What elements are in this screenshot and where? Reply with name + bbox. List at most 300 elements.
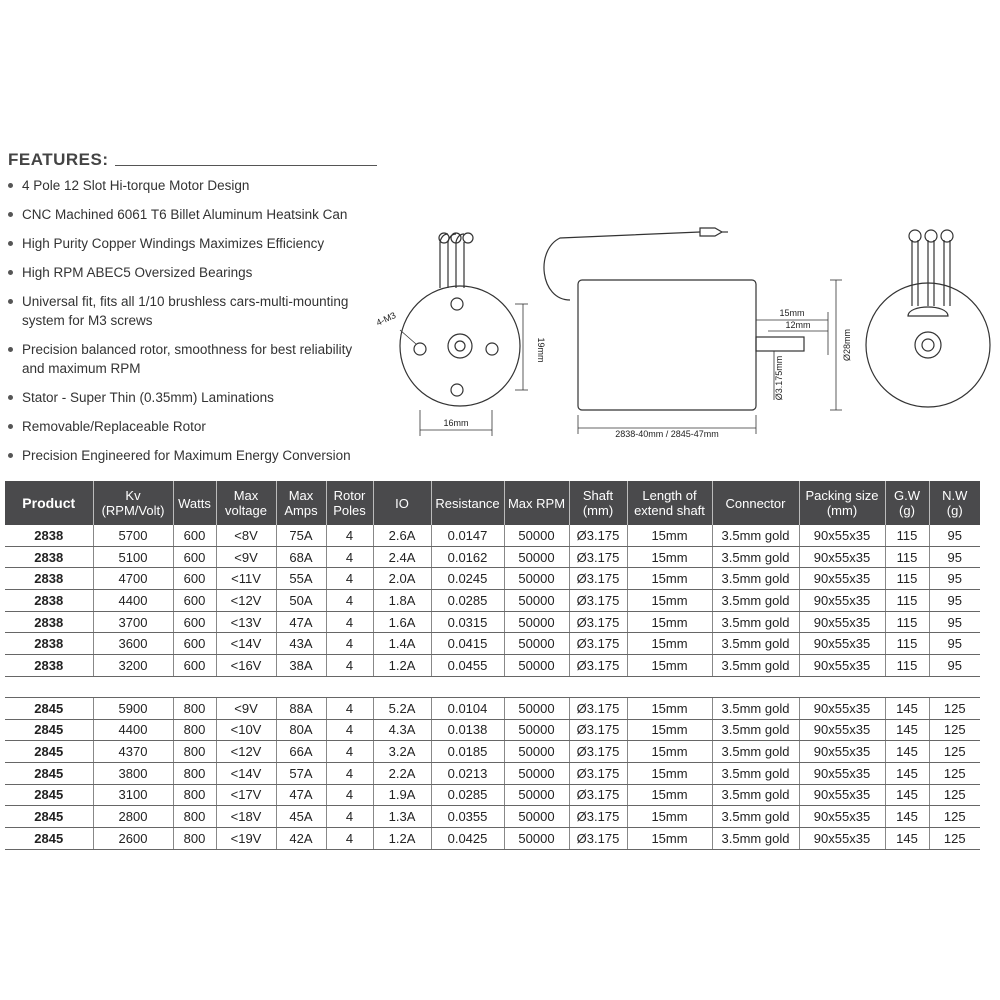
table-cell: 50000 bbox=[504, 762, 569, 784]
table-row bbox=[5, 741, 980, 763]
table-cell: <14V bbox=[216, 762, 276, 784]
table-cell: 50000 bbox=[504, 633, 569, 655]
table-cell: 115 bbox=[885, 655, 929, 677]
feature-item bbox=[8, 176, 368, 195]
table-cell: 1.9A bbox=[373, 784, 431, 806]
table-cell: 2838 bbox=[5, 568, 93, 590]
table-cell: 4400 bbox=[93, 590, 173, 612]
table-cell: 4 bbox=[326, 719, 373, 741]
table-cell: 115 bbox=[885, 590, 929, 612]
features-section bbox=[8, 150, 368, 475]
table-cell: 95 bbox=[929, 525, 980, 546]
table-cell: 115 bbox=[885, 568, 929, 590]
table-cell: 3.5mm gold bbox=[712, 633, 799, 655]
table-cell: 3200 bbox=[93, 655, 173, 677]
table-cell: Ø3.175 bbox=[569, 633, 627, 655]
table-cell: Ø3.175 bbox=[569, 590, 627, 612]
group-spacer-row bbox=[5, 676, 980, 697]
column-header bbox=[929, 481, 980, 525]
table-cell: 145 bbox=[885, 827, 929, 849]
table-cell: 3.5mm gold bbox=[712, 525, 799, 546]
table-cell: 90x55x35 bbox=[799, 655, 885, 677]
shaft-diameter-label: Ø3.175mm bbox=[774, 355, 784, 401]
table-cell: 15mm bbox=[627, 762, 712, 784]
table-cell: Ø3.175 bbox=[569, 827, 627, 849]
table-cell: 0.0285 bbox=[431, 590, 504, 612]
feature-item bbox=[8, 292, 368, 330]
table-cell: 0.0245 bbox=[431, 568, 504, 590]
table-cell: 90x55x35 bbox=[799, 697, 885, 719]
table-cell: <17V bbox=[216, 784, 276, 806]
table-cell: 3.5mm gold bbox=[712, 827, 799, 849]
diameter-label: Ø28mm bbox=[842, 328, 852, 362]
table-row bbox=[5, 762, 980, 784]
screw-label: 4-M3 bbox=[374, 310, 398, 328]
table-cell: <14V bbox=[216, 633, 276, 655]
column-header bbox=[431, 481, 504, 525]
feature-item bbox=[8, 340, 368, 378]
column-header-text: Max bbox=[288, 488, 314, 503]
table-cell: 15mm bbox=[627, 525, 712, 546]
column-header bbox=[799, 481, 885, 525]
table-cell: 4 bbox=[326, 697, 373, 719]
column-header-text: (RPM/Volt) bbox=[101, 503, 165, 518]
table-cell: 600 bbox=[173, 611, 216, 633]
column-header bbox=[373, 481, 431, 525]
column-header-text: (mm) bbox=[582, 503, 614, 518]
table-cell: 45A bbox=[276, 806, 326, 828]
column-header bbox=[326, 481, 373, 525]
table-cell: 50000 bbox=[504, 741, 569, 763]
table-cell: 2845 bbox=[5, 697, 93, 719]
column-header-text: extend shaft bbox=[634, 503, 705, 518]
table-cell: 800 bbox=[173, 741, 216, 763]
table-cell: 125 bbox=[929, 762, 980, 784]
column-header-text: Amps bbox=[284, 503, 318, 518]
table-cell: 50000 bbox=[504, 590, 569, 612]
width-dimension-label: 16mm bbox=[443, 418, 469, 428]
feature-item bbox=[8, 263, 368, 282]
table-cell: 90x55x35 bbox=[799, 827, 885, 849]
table-cell: Ø3.175 bbox=[569, 741, 627, 763]
table-cell: 90x55x35 bbox=[799, 611, 885, 633]
table-cell: 2845 bbox=[5, 762, 93, 784]
table-cell: 2838 bbox=[5, 611, 93, 633]
column-header-text: voltage bbox=[225, 503, 267, 518]
table-cell: 50000 bbox=[504, 784, 569, 806]
table-cell: 3700 bbox=[93, 611, 173, 633]
table-cell: 125 bbox=[929, 784, 980, 806]
table-cell: 145 bbox=[885, 719, 929, 741]
table-cell: 66A bbox=[276, 741, 326, 763]
table-cell: 0.0415 bbox=[431, 633, 504, 655]
column-header-text: Poles bbox=[333, 503, 366, 518]
table-cell: 800 bbox=[173, 784, 216, 806]
table-cell: 3.5mm gold bbox=[712, 762, 799, 784]
table-cell: 50000 bbox=[504, 697, 569, 719]
table-cell: 38A bbox=[276, 655, 326, 677]
table-cell: 57A bbox=[276, 762, 326, 784]
table-cell: 145 bbox=[885, 697, 929, 719]
motor-length-label: 2838-40mm / 2845-47mm bbox=[615, 429, 719, 439]
shaft-length-label: 15mm bbox=[779, 308, 805, 318]
table-cell: 2838 bbox=[5, 655, 93, 677]
column-header bbox=[173, 481, 216, 525]
table-cell: 2.2A bbox=[373, 762, 431, 784]
table-cell: 50A bbox=[276, 590, 326, 612]
column-header bbox=[712, 481, 799, 525]
table-cell: 3.5mm gold bbox=[712, 655, 799, 677]
table-cell: 600 bbox=[173, 590, 216, 612]
table-cell: 600 bbox=[173, 633, 216, 655]
table-cell: <8V bbox=[216, 525, 276, 546]
table-row bbox=[5, 546, 980, 568]
column-header-text: IO bbox=[395, 495, 409, 511]
features-title-rule bbox=[115, 165, 377, 166]
column-header-text: Resistance bbox=[435, 495, 500, 511]
table-cell: 145 bbox=[885, 806, 929, 828]
column-header-text: N.W bbox=[942, 488, 968, 503]
table-cell: 125 bbox=[929, 827, 980, 849]
column-header bbox=[276, 481, 326, 525]
table-cell: 4 bbox=[326, 633, 373, 655]
shaft-extension-label: 12mm bbox=[785, 320, 811, 330]
feature-item bbox=[8, 446, 368, 465]
table-cell: 95 bbox=[929, 568, 980, 590]
table-cell: 600 bbox=[173, 525, 216, 546]
spec-table bbox=[5, 481, 980, 850]
table-cell: 4 bbox=[326, 741, 373, 763]
table-cell: 4 bbox=[326, 590, 373, 612]
table-row bbox=[5, 633, 980, 655]
table-cell: 2838 bbox=[5, 546, 93, 568]
table-cell: 4 bbox=[326, 546, 373, 568]
features-heading bbox=[8, 150, 368, 170]
column-header-text: Shaft bbox=[582, 488, 614, 503]
rear-view-drawing bbox=[866, 230, 990, 407]
table-cell: 4370 bbox=[93, 741, 173, 763]
table-cell: <12V bbox=[216, 590, 276, 612]
table-cell: 0.0162 bbox=[431, 546, 504, 568]
feature-text: Precision balanced rotor, smoothness for best reliability bbox=[22, 342, 353, 357]
column-header-text: Max bbox=[233, 488, 259, 503]
feature-text: CNC Machined 6061 T6 Billet Aluminum Heatsink Can bbox=[22, 207, 348, 222]
column-header bbox=[569, 481, 627, 525]
table-cell: 95 bbox=[929, 546, 980, 568]
motor-technical-drawing bbox=[360, 220, 1000, 450]
table-cell: 1.3A bbox=[373, 806, 431, 828]
table-cell: 0.0147 bbox=[431, 525, 504, 546]
table-row bbox=[5, 806, 980, 828]
table-cell: 0.0285 bbox=[431, 784, 504, 806]
table-cell: 95 bbox=[929, 590, 980, 612]
table-cell: Ø3.175 bbox=[569, 762, 627, 784]
table-cell: <9V bbox=[216, 697, 276, 719]
feature-item bbox=[8, 205, 368, 224]
table-cell: 15mm bbox=[627, 784, 712, 806]
table-cell: Ø3.175 bbox=[569, 568, 627, 590]
table-cell: 15mm bbox=[627, 827, 712, 849]
table-cell: 50000 bbox=[504, 806, 569, 828]
table-cell: 3.5mm gold bbox=[712, 611, 799, 633]
table-cell: 125 bbox=[929, 719, 980, 741]
table-cell: 145 bbox=[885, 762, 929, 784]
table-cell: 4 bbox=[326, 762, 373, 784]
column-header bbox=[216, 481, 276, 525]
table-cell: 4400 bbox=[93, 719, 173, 741]
table-cell: 75A bbox=[276, 525, 326, 546]
table-cell: <19V bbox=[216, 827, 276, 849]
table-cell: 5.2A bbox=[373, 697, 431, 719]
table-cell: <16V bbox=[216, 655, 276, 677]
table-cell: 4 bbox=[326, 806, 373, 828]
table-cell: 3.5mm gold bbox=[712, 568, 799, 590]
table-cell: Ø3.175 bbox=[569, 806, 627, 828]
table-cell: 80A bbox=[276, 719, 326, 741]
table-cell: 115 bbox=[885, 633, 929, 655]
table-cell: 2.6A bbox=[373, 525, 431, 546]
table-cell: 50000 bbox=[504, 525, 569, 546]
table-cell: 15mm bbox=[627, 655, 712, 677]
table-cell: 15mm bbox=[627, 611, 712, 633]
table-cell: 50000 bbox=[504, 568, 569, 590]
table-cell: 800 bbox=[173, 719, 216, 741]
table-cell: 800 bbox=[173, 762, 216, 784]
table-cell: 3.5mm gold bbox=[712, 697, 799, 719]
feature-text: High RPM ABEC5 Oversized Bearings bbox=[22, 265, 253, 280]
feature-item bbox=[8, 234, 368, 253]
feature-list bbox=[8, 176, 368, 465]
column-header-text: (mm) bbox=[826, 503, 858, 518]
table-cell: 90x55x35 bbox=[799, 741, 885, 763]
table-cell: 95 bbox=[929, 633, 980, 655]
table-cell: 4700 bbox=[93, 568, 173, 590]
feature-text: 4 Pole 12 Slot Hi-torque Motor Design bbox=[22, 178, 250, 193]
table-cell: 90x55x35 bbox=[799, 546, 885, 568]
table-cell: 90x55x35 bbox=[799, 633, 885, 655]
column-header-text: Max RPM bbox=[507, 495, 566, 511]
column-header-text: Length of bbox=[642, 488, 697, 503]
column-header-text: G.W bbox=[894, 488, 920, 503]
table-row bbox=[5, 655, 980, 677]
table-cell: 1.4A bbox=[373, 633, 431, 655]
table-cell: 0.0104 bbox=[431, 697, 504, 719]
table-cell: 2845 bbox=[5, 741, 93, 763]
table-cell: Ø3.175 bbox=[569, 719, 627, 741]
table-cell: 2.4A bbox=[373, 546, 431, 568]
table-cell: 2838 bbox=[5, 590, 93, 612]
table-cell: 800 bbox=[173, 697, 216, 719]
table-cell: 3.5mm gold bbox=[712, 719, 799, 741]
table-cell: Ø3.175 bbox=[569, 546, 627, 568]
table-cell: <9V bbox=[216, 546, 276, 568]
table-cell: 4 bbox=[326, 611, 373, 633]
spec-table-body bbox=[5, 525, 980, 849]
table-cell: 145 bbox=[885, 741, 929, 763]
table-cell: 125 bbox=[929, 806, 980, 828]
table-cell: 95 bbox=[929, 655, 980, 677]
table-cell: 90x55x35 bbox=[799, 762, 885, 784]
group-spacer-cell bbox=[5, 676, 980, 697]
table-row bbox=[5, 611, 980, 633]
table-cell: 90x55x35 bbox=[799, 525, 885, 546]
column-header bbox=[627, 481, 712, 525]
table-cell: 5700 bbox=[93, 525, 173, 546]
table-cell: 43A bbox=[276, 633, 326, 655]
table-cell: 3100 bbox=[93, 784, 173, 806]
table-cell: 115 bbox=[885, 525, 929, 546]
table-cell: 5900 bbox=[93, 697, 173, 719]
feature-text: Stator - Super Thin (0.35mm) Laminations bbox=[22, 390, 274, 405]
table-cell: Ø3.175 bbox=[569, 655, 627, 677]
table-cell: <11V bbox=[216, 568, 276, 590]
table-cell: 15mm bbox=[627, 633, 712, 655]
table-cell: 2845 bbox=[5, 719, 93, 741]
column-header bbox=[504, 481, 569, 525]
table-cell: <12V bbox=[216, 741, 276, 763]
column-header bbox=[93, 481, 173, 525]
table-cell: 800 bbox=[173, 827, 216, 849]
table-cell: 600 bbox=[173, 568, 216, 590]
table-cell: 3800 bbox=[93, 762, 173, 784]
features-title: FEATURES: bbox=[8, 150, 109, 169]
table-cell: 2845 bbox=[5, 784, 93, 806]
table-cell: 50000 bbox=[504, 827, 569, 849]
table-cell: 600 bbox=[173, 655, 216, 677]
table-cell: 1.8A bbox=[373, 590, 431, 612]
table-cell: 115 bbox=[885, 611, 929, 633]
table-row bbox=[5, 719, 980, 741]
feature-item bbox=[8, 388, 368, 407]
table-cell: 90x55x35 bbox=[799, 806, 885, 828]
table-cell: 2800 bbox=[93, 806, 173, 828]
column-header-text: (g) bbox=[899, 503, 915, 518]
table-cell: 3.5mm gold bbox=[712, 806, 799, 828]
table-row bbox=[5, 590, 980, 612]
table-cell: 15mm bbox=[627, 697, 712, 719]
table-cell: 3.5mm gold bbox=[712, 546, 799, 568]
table-cell: 4 bbox=[326, 525, 373, 546]
table-cell: 4 bbox=[326, 655, 373, 677]
table-cell: <13V bbox=[216, 611, 276, 633]
feature-text: and maximum RPM bbox=[22, 361, 141, 376]
table-cell: 88A bbox=[276, 697, 326, 719]
table-cell: 1.2A bbox=[373, 655, 431, 677]
table-cell: 115 bbox=[885, 546, 929, 568]
table-cell: 50000 bbox=[504, 719, 569, 741]
table-cell: 1.6A bbox=[373, 611, 431, 633]
table-cell: 4 bbox=[326, 827, 373, 849]
table-cell: 95 bbox=[929, 611, 980, 633]
table-cell: 15mm bbox=[627, 719, 712, 741]
table-cell: Ø3.175 bbox=[569, 611, 627, 633]
table-cell: 0.0138 bbox=[431, 719, 504, 741]
column-header bbox=[885, 481, 929, 525]
table-cell: 2845 bbox=[5, 806, 93, 828]
feature-text: High Purity Copper Windings Maximizes Efficiency bbox=[22, 236, 325, 251]
table-cell: 15mm bbox=[627, 590, 712, 612]
column-header-text: Kv bbox=[125, 488, 141, 503]
table-cell: 2838 bbox=[5, 525, 93, 546]
table-row bbox=[5, 525, 980, 546]
feature-text: Universal fit, fits all 1/10 brushless cars-multi-mounting bbox=[22, 294, 349, 309]
table-cell: 0.0425 bbox=[431, 827, 504, 849]
table-cell: 600 bbox=[173, 546, 216, 568]
table-row bbox=[5, 697, 980, 719]
table-cell: 0.0185 bbox=[431, 741, 504, 763]
column-header-text: Rotor bbox=[333, 488, 366, 503]
table-cell: 4.3A bbox=[373, 719, 431, 741]
column-header-text: Watts bbox=[178, 495, 211, 511]
table-cell: 2.0A bbox=[373, 568, 431, 590]
column-header-text: Product bbox=[22, 494, 76, 511]
table-cell: 3600 bbox=[93, 633, 173, 655]
feature-text: Removable/Replaceable Rotor bbox=[22, 419, 206, 434]
table-cell: 90x55x35 bbox=[799, 568, 885, 590]
table-cell: Ø3.175 bbox=[569, 697, 627, 719]
table-cell: 5100 bbox=[93, 546, 173, 568]
table-cell: Ø3.175 bbox=[569, 525, 627, 546]
table-cell: 47A bbox=[276, 611, 326, 633]
column-header-text: Packing size bbox=[805, 488, 879, 503]
feature-text: system for M3 screws bbox=[22, 313, 153, 328]
table-cell: 68A bbox=[276, 546, 326, 568]
table-cell: 50000 bbox=[504, 655, 569, 677]
side-view-drawing bbox=[544, 228, 842, 434]
table-cell: 125 bbox=[929, 741, 980, 763]
table-cell: <18V bbox=[216, 806, 276, 828]
table-cell: 1.2A bbox=[373, 827, 431, 849]
table-cell: 145 bbox=[885, 784, 929, 806]
table-cell: 3.5mm gold bbox=[712, 590, 799, 612]
spec-table-header bbox=[5, 481, 980, 525]
table-cell: 4 bbox=[326, 568, 373, 590]
table-cell: 800 bbox=[173, 806, 216, 828]
table-cell: 50000 bbox=[504, 611, 569, 633]
table-cell: 15mm bbox=[627, 568, 712, 590]
table-cell: 90x55x35 bbox=[799, 784, 885, 806]
front-view-drawing bbox=[400, 233, 528, 436]
table-cell: 0.0315 bbox=[431, 611, 504, 633]
table-cell: 2600 bbox=[93, 827, 173, 849]
table-cell: 0.0355 bbox=[431, 806, 504, 828]
table-cell: 47A bbox=[276, 784, 326, 806]
feature-item bbox=[8, 417, 368, 436]
table-cell: 4 bbox=[326, 784, 373, 806]
table-cell: 50000 bbox=[504, 546, 569, 568]
table-cell: 90x55x35 bbox=[799, 719, 885, 741]
table-cell: 3.5mm gold bbox=[712, 784, 799, 806]
column-header bbox=[5, 481, 93, 525]
table-cell: 90x55x35 bbox=[799, 590, 885, 612]
table-cell: 125 bbox=[929, 697, 980, 719]
table-row bbox=[5, 784, 980, 806]
table-cell: 2838 bbox=[5, 633, 93, 655]
table-row bbox=[5, 568, 980, 590]
table-cell: <10V bbox=[216, 719, 276, 741]
table-cell: 15mm bbox=[627, 546, 712, 568]
table-cell: 15mm bbox=[627, 741, 712, 763]
table-cell: 55A bbox=[276, 568, 326, 590]
column-header-text: Connector bbox=[725, 495, 786, 511]
height-dimension-label: 19mm bbox=[536, 337, 546, 363]
table-cell: 0.0213 bbox=[431, 762, 504, 784]
table-cell: 15mm bbox=[627, 806, 712, 828]
table-cell: 0.0455 bbox=[431, 655, 504, 677]
table-cell: 3.5mm gold bbox=[712, 741, 799, 763]
table-row bbox=[5, 827, 980, 849]
column-header-text: (g) bbox=[946, 503, 963, 518]
